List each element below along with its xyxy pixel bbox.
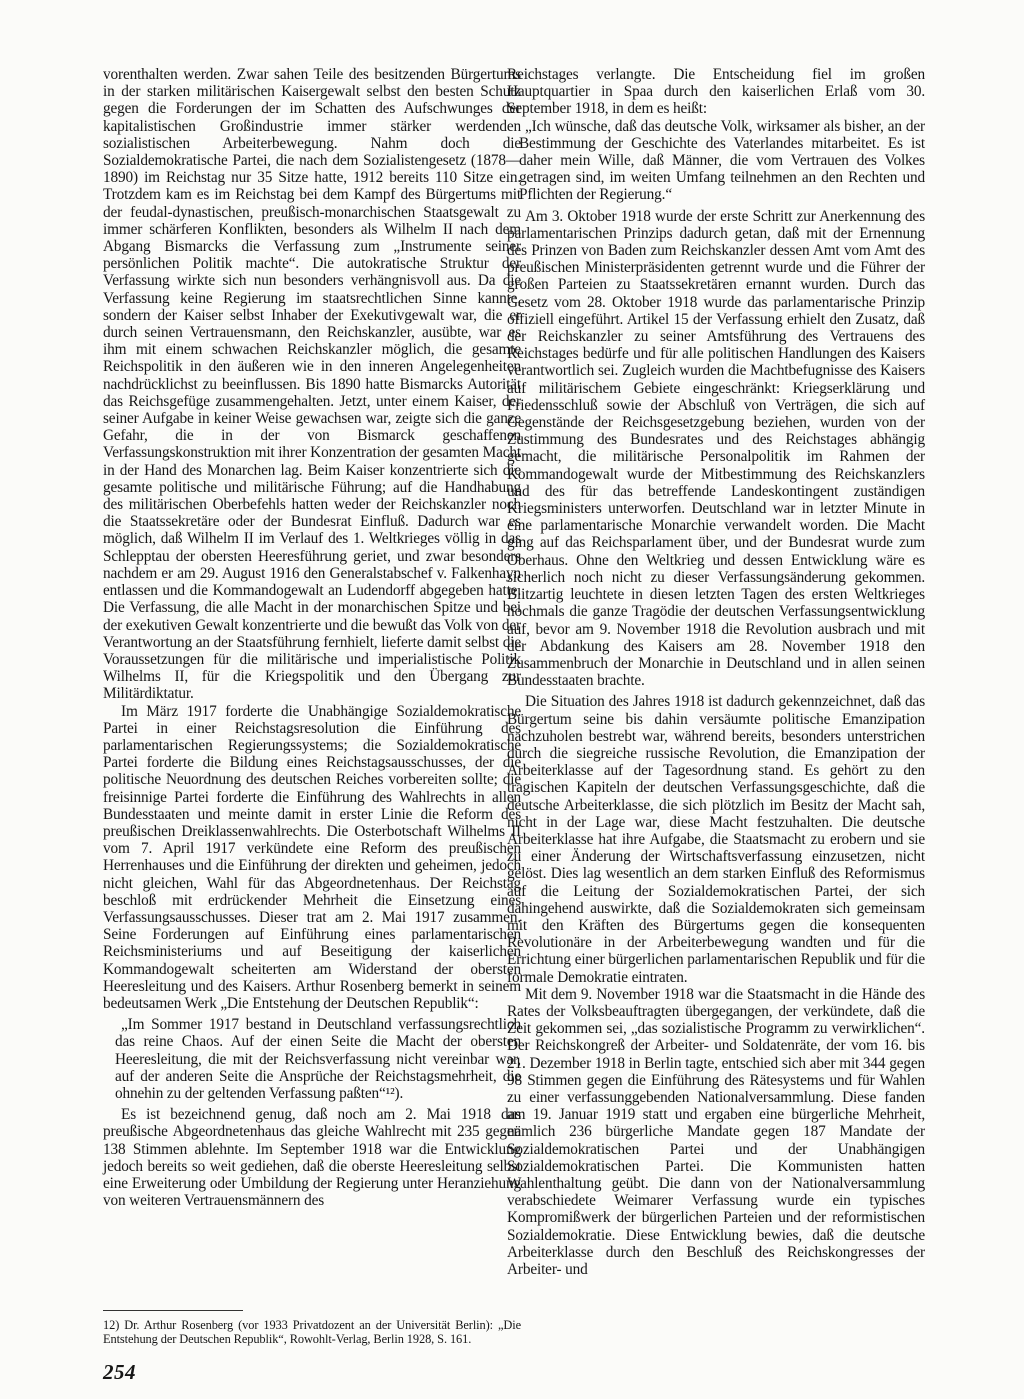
left-column	[103, 66, 521, 1209]
right-paragraph-3: Die Situation des Jahres 1918 ist dadurch gekennzeichnet, daß das Bürgertum seine bis dahin versäumte politische Emanzipation nachzuholen bestrebt war, während bereits, besonders unterstrichen durch die siegreiche russische Revolution, die Emanzipation der Arbeiterklasse auf der Tagesordnung stand. Es gehört zu den tragischen Kapiteln der deutschen Verfassungsgeschichte, daß die deutsche Arbeiterklasse, die sich plötzlich im Besitz der Macht sah, nicht in der Lage war, diese Macht festzuhalten. Die deutsche Arbeiterklasse hat ihre Aufgabe, die Staatsmacht zu erobern und sie zu einer Änderung der Wirtschaftsverfassung einzusetzen, nicht gelöst. Dies lag wesentlich an dem starken Einfluß des Reformismus auf die Leitung der Sozialdemokratischen Partei, der sich dahingehend auswirkte, daß die Sozialdemokraten sich gemeinsam mit den Kräften des Bürgertums gegen die konsequenten Revolutionäre in der Arbeiterbewegung wandten und für die Errichtung einer bürgerlichen parlamentarischen Republik und für die formale Demokratie eintraten.	[507, 693, 925, 986]
left-paragraph-3: Es ist bezeichnend genug, daß noch am 2. Mai 1918 das preußische Abgeordnetenhaus das gleiche Wahlrecht mit 235 gegen 138 Stimmen ablehnte. Im September 1918 war die Entwicklung jedoch bereits so weit gediehen, daß die oberste Heeresleitung selbst eine Erweiterung oder Umbildung der Regierung unter Heranziehung von weiteren Vertrauensmännern des	[103, 1106, 521, 1210]
left-paragraph-2: Im März 1917 forderte die Unabhängige Sozialdemokratische Partei in einer Reichstagsresolution die Einführung des parlamentarischen Regierungssystems; die Sozialdemokratische Partei forderte die Bildung eines Reichstagsausschusses, der die politische Neuordnung des deutschen Reiches vorbereiten sollte; die freisinnige Partei forderte die Einführung des Wahlrechts in allen Bundesstaaten und meinte damit in erster Linie die Reform des preußischen Dreiklassenwahlrechts. Die Osterbotschaft Wilhelms II vom 7. April 1917 verkündete eine Reform des preußischen Herrenhauses und die Einführung der direkten und geheimen, jedoch nicht gleichen, Wahl für das Abgeordnetenhaus. Der Reichstag beschloß mit erdrückender Mehrheit die Einsetzung eines Verfassungsausschusses. Dieser trat am 2. Mai 1917 zusammen. Seine Forderungen auf Einführung eines parlamentarischen Reichsministeriums und auf Beseitigung der kaiserlichen Kommandogewalt scheiterten am Widerstand der obersten Heeresleitung und des Kaisers. Arthur Rosenberg bemerkt in seinem bedeutsamen Werk „Die Entstehung der Deutschen Republik“:	[103, 702, 521, 1012]
right-column	[507, 66, 925, 1278]
right-paragraph-2: Am 3. Oktober 1918 wurde der erste Schritt zur Anerkennung des parlamentarischen Prinzips dadurch getan, daß mit der Ernennung des Prinzen von Baden zum Reichskanzler dessen Amt vom Amt des preußischen Ministerpräsidenten getrennt wurde und die Führer der großen Parteien zu Staatssekretären ernannt wurden. Durch das Gesetz vom 28. Oktober 1918 wurde das parlamentarische Prinzip offiziell eingeführt. Artikel 15 der Verfassung erhielt den Zusatz, daß der Reichskanzler zu seiner Amtsführung des Vertrauens des Reichstages bedürfe und für alle politischen Handlungen des Kaisers verantwortlich sei. Zugleich wurden die Machtbefugnisse des Kaisers auf militärischem Gebiete eingeschränkt: Kriegserklärung und Friedensschluß sowie der Abschluß von Verträgen, die sich auf Gegenstände der Reichsgesetzgebung beziehen, wurden von der Zustimmung des Bundesrates und des Reichstages abhängig gemacht, die militärische Personalpolitik im Rahmen der Kommandogewalt wurde der Mitbestimmung des Reichskanzlers und des für das betreffende Landeskontingent zuständigen Kriegsministers unterworfen. Deutschland war in letzter Minute in eine parlamentarische Monarchie verwandelt worden. Die Macht ging auf das Reichsparlament über, und der Bundesrat wurde zum Oberhaus. Ohne den Weltkrieg und dessen Entwicklung wäre es sicherlich noch nicht zu dieser Verfassungsänderung gekommen. Blitzartig leuchtete in diesen letzten Tagen des ersten Weltkrieges nochmals die ganze Tragödie der deutschen Verfassungsentwicklung auf, bevor am 9. November 1918 die Revolution ausbrach und mit der Abdankung des Kaisers am 28. November 1918 den Zusammenbruch der Monarchie in Deutschland und in allen seinen Bundesstaaten brachte.	[507, 207, 925, 690]
page-number: 254	[103, 1360, 136, 1384]
right-paragraph-1: Reichstages verlangte. Die Entscheidung fiel im großen Hauptquartier in Spaa durch den kaiserlichen Erlaß vom 30. September 1918, in dem es heißt:	[507, 66, 925, 118]
footnote: 12) Dr. Arthur Rosenberg (vor 1933 Privatdozent an der Universität Berlin): „Die Entstehung der Deutschen Republik“, Rowohlt-Verlag, Berlin 1928, S. 161.	[103, 1318, 521, 1346]
right-quote: „Ich wünsche, daß das deutsche Volk, wirksamer als bisher, an der Bestimmung der Geschichte des Vaterlandes mitarbeitet. Es ist daher mein Wille, daß Männer, die vom Vertrauen des Volkes getragen sind, im weiten Umfang teilnehmen an den Rechten und Pflichten der Regierung.“	[519, 117, 925, 204]
right-paragraph-4: Mit dem 9. November 1918 war die Staatsmacht in die Hände des Rates der Volksbeauftragten übergegangen, der verkündete, daß die Zeit gekommen sei, „das sozialistische Programm zu verwirklichen“. Der Reichskongreß der Arbeiter- und Soldatenräte, der vom 16. bis 21. Dezember 1918 in Berlin tagte, entschied sich aber mit 344 gegen 98 Stimmen gegen die Einführung des Rätesystems und für Wahlen zu einer verfassunggebenden Nationalversammlung. Diese fanden am 19. Januar 1919 statt und ergaben eine bürgerliche Mehrheit, nämlich 236 bürgerliche Mandate gegen 187 Mandate der Sozialdemokratischen Partei und der Unabhängigen Sozialdemokratischen Partei. Die Kommunisten hatten Wahlenthaltung geübt. Die dann von der Nationalversammlung verabschiedete Weimarer Verfassung wurde ein typisches Kompromißwerk der bürgerlichen Parteien und der reformistischen Sozialdemokratie. Diese Entwicklung bewies, daß die deutsche Arbeiterklasse durch den Beschluß des Reichskongresses der Arbeiter- und	[507, 985, 925, 1279]
left-paragraph-1: vorenthalten werden. Zwar sahen Teile des besitzenden Bürgertums in der starken militärischen Kaisergewalt selbst den besten Schutz gegen die Forderungen der im Schatten des Aufschwunges der kapitalistischen Großindustrie immer stärker werdenden sozialistischen Arbeiterbewegung. Nahm doch die Sozialdemokratische Partei, die nach dem Sozialistengesetz (1878—1890) im Reichstag nur 35 Sitze hatte, 1912 bereits 110 Sitze ein. Trotzdem kam es im Reichstag bei dem Kampf des Bürgertums mit der feudal-dynastischen, preußisch-monarchischen Staatsgewalt zu immer schärferen Konflikten, besonders als Wilhelm II nach dem Abgang Bismarcks die Verfassung zum „Instrumente seiner persönlichen Politik machte“. Die autokratische Struktur der Verfassung wirkte sich nun besonders verhängnisvoll aus. Da die Verfassung keine Regierung im staatsrechtlichen Sinne kannte, sondern der Kaiser selbst Inhaber der Exekutivgewalt war, die er durch seinen Vertrauensmann, den Reichskanzler, ausübte, war es ihm mit einem schwachen Reichskanzler möglich, die gesamte Reichspolitik in den äußeren wie in den inneren Angelegenheiten nachdrücklichst zu beeinflussen. Bis 1890 hatte Bismarcks Autorität das Reichsgefüge zusammengehalten. Jetzt, unter einem Kaiser, der seiner Aufgabe in keiner Weise gewachsen war, zeigte sich die ganze Gefahr, die in der von Bismarck geschaffenen Verfassungskonstruktion mit ihrer Konzentration der gesamten Macht in der Hand des Monarchen lag. Beim Kaiser konzentrierte sich die gesamte politische und militärische Führung; auf die Handhabung des militärischen Oberbefehls hatten weder der Reichskanzler noch die Staatssekretäre oder der Bundesrat Einfluß. Dadurch war es möglich, daß Wilhelm II im Verlauf des 1. Weltkrieges völlig in das Schlepptau der obersten Heeresführung geriet, und zwar besonders nachdem er am 29. August 1916 den Generalstabschef v. Falkenhayn entlassen und die Kommandogewalt an Ludendorff abgegeben hatte. Die Verfassung, die alle Macht in der monarchischen Spitze und bei der exekutiven Gewalt konzentrierte und die bewußt das Volk von der Verantwortung an der Staatsführung fernhielt, lieferte damit selbst die Voraussetzungen für die militärische und imperialistische Politik Wilhelms II, für die Kriegspolitik und den Übergang zur Militärdiktatur.	[103, 66, 521, 703]
left-quote: „Im Sommer 1917 bestand in Deutschland verfassungsrechtlich das reine Chaos. Auf der einen Seite die Macht der obersten Heeresleitung, die mit der Reichsverfassung nicht vereinbar war, auf der anderen Seite die Ansprüche der Reichstagsmehrheit, die ohnehin zu der geltenden Verfassung paßten“¹²).	[115, 1016, 521, 1102]
footnote-divider	[103, 1310, 243, 1311]
